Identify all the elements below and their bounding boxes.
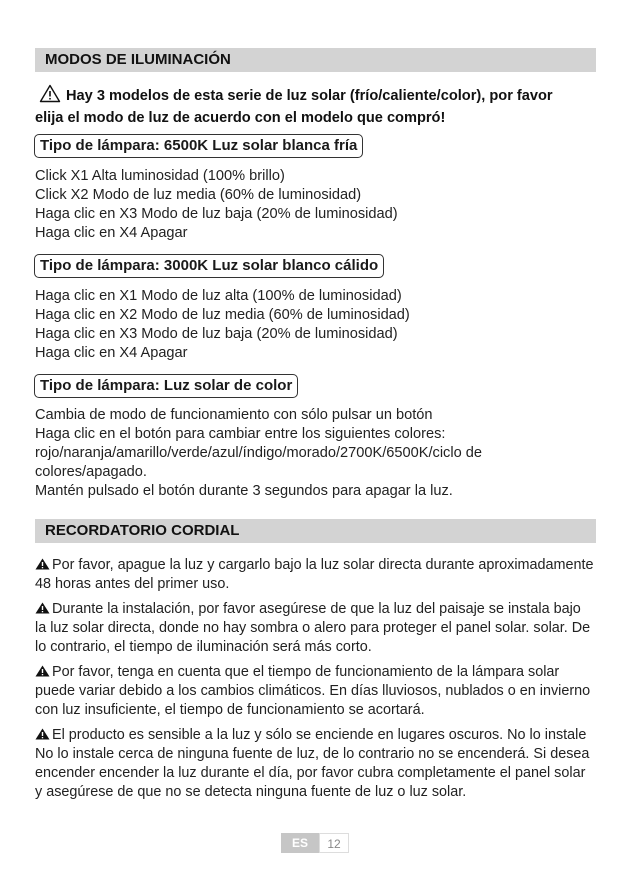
- step-line: rojo/naranja/amarillo/verde/azul/índigo/morado/2700K/6500K/ciclo de: [35, 445, 483, 461]
- page-footer: [281, 833, 349, 853]
- page-number: 12: [319, 833, 349, 853]
- step-line: Haga clic en X1 Modo de luz alta (100% de luminosidad): [35, 288, 402, 304]
- step-line: Haga clic en X2 Modo de luz media (60% de luminosidad): [35, 307, 410, 323]
- lamp-type-cool-white-steps: [35, 167, 398, 243]
- modes-heading: MODOS DE ILUMINACIÓN: [35, 48, 596, 72]
- step-line: Cambia de modo de funcionamiento con sólo pulsar un botón: [35, 407, 433, 423]
- tip-text: Por favor, tenga en cuenta que el tiempo de funcionamiento de la lámpara solar puede variar debido a los cambios climáticos. En días lluviosos, nublados o en invierno con luz insuficiente, el tiempo de funcionamiento se acortará.: [35, 664, 591, 718]
- reminder-tip: [35, 600, 595, 657]
- tip-text: Por favor, apague la luz y cargarlo bajo la luz solar directa durante aproximadamente 48 horas antes del primer uso.: [35, 557, 594, 592]
- step-line: Haga clic en X3 Modo de luz baja (20% de luminosidad): [35, 206, 398, 222]
- step-line: Haga clic en X4 Apagar: [35, 225, 188, 241]
- intro-line-2: elija el modo de luz de acuerdo con el modelo que compró!: [35, 110, 446, 126]
- step-line: Haga clic en X4 Apagar: [35, 345, 188, 361]
- reminder-heading: RECORDATORIO CORDIAL: [35, 519, 596, 543]
- lamp-type-warm-white-steps: [35, 287, 410, 363]
- step-line: Haga clic en el botón para cambiar entre los siguientes colores:: [35, 426, 446, 442]
- warning-outline-icon: [39, 84, 61, 109]
- intro-note: [35, 84, 595, 128]
- tip-text: El producto es sensible a la luz y sólo se enciende en lugares oscuros. No lo instale No lo instale cerca de ninguna fuente de luz, de lo contrario no se encenderá. Si desea encender encender la luz durante el día, por favor cubra completamente el panel solar y asegúrese de que no se detecta ninguna fuente de luz o luz solar.: [35, 727, 590, 800]
- step-line: Click X2 Modo de luz media (60% de luminosidad): [35, 187, 362, 203]
- step-line: Mantén pulsado el botón durante 3 segundos para apagar la luz.: [35, 483, 453, 499]
- reminder-tip: [35, 726, 595, 802]
- warning-filled-icon: [35, 665, 50, 677]
- warning-filled-icon: [35, 558, 50, 570]
- intro-line-1: Hay 3 modelos de esta serie de luz solar (frío/caliente/color), por favor: [66, 88, 553, 104]
- warning-filled-icon: [35, 728, 50, 740]
- reminder-tip: [35, 663, 595, 720]
- warning-filled-icon: [35, 602, 50, 614]
- step-line: colores/apagado.: [35, 464, 147, 480]
- lamp-type-color-steps: [35, 406, 482, 501]
- language-badge: ES: [281, 833, 319, 853]
- step-line: Haga clic en X3 Modo de luz baja (20% de luminosidad): [35, 326, 398, 342]
- lamp-type-warm-white-title: Tipo de lámpara: 3000K Luz solar blanco cálido: [34, 254, 384, 278]
- tip-text: Durante la instalación, por favor asegúrese de que la luz del paisaje se instala bajo la luz solar directa, donde no hay sombra o alero para proteger el panel solar. solar. De lo contrario, el tiempo de iluminación será más corto.: [35, 601, 591, 655]
- lamp-type-cool-white-title: Tipo de lámpara: 6500K Luz solar blanca fría: [34, 134, 363, 158]
- reminder-tip: [35, 556, 595, 594]
- step-line: Click X1 Alta luminosidad (100% brillo): [35, 168, 285, 184]
- lamp-type-color-title: Tipo de lámpara: Luz solar de color: [34, 374, 298, 398]
